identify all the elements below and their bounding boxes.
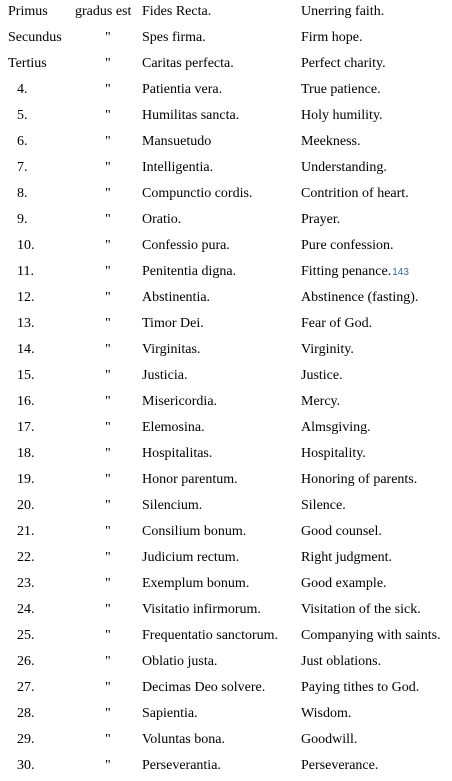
latin-term: Penitentia digna.: [142, 264, 237, 279]
latin-term: Confessio pura.: [142, 238, 230, 253]
latin-term: Timor Dei.: [142, 316, 204, 331]
latin-term: Honor parentum.: [142, 472, 238, 487]
english-translation: [301, 420, 371, 436]
table-row: [0, 286, 452, 312]
table-row: [0, 598, 452, 624]
english-text: Holy humility.: [301, 108, 383, 123]
step-number: 7.: [17, 160, 28, 175]
latin-term: Visitatio infirmorum.: [142, 602, 261, 617]
ditto-mark: ": [105, 498, 111, 513]
english-translation: [301, 212, 340, 228]
step-number: 6.: [17, 134, 28, 149]
latin-term: Hospitalitas.: [142, 446, 213, 461]
latin-term: Decimas Deo solvere.: [142, 680, 266, 695]
ditto-mark: ": [105, 654, 111, 669]
english-translation: [301, 160, 387, 176]
step-number: 4.: [17, 82, 28, 97]
step-number: 25.: [17, 628, 35, 643]
latin-term: Patientia vera.: [142, 82, 223, 97]
table-row: [0, 624, 452, 650]
step-number: 26.: [17, 654, 35, 669]
step-number: 12.: [17, 290, 35, 305]
english-translation: [301, 108, 383, 124]
gradus-est-label: gradus est: [75, 4, 132, 19]
english-text: Virginity.: [301, 342, 354, 357]
step-number: Primus: [8, 4, 48, 19]
english-text: Goodwill.: [301, 732, 358, 747]
table-row: [0, 416, 452, 442]
english-text: Pure confession.: [301, 238, 394, 253]
step-number: 20.: [17, 498, 35, 513]
table-row: [0, 650, 452, 676]
step-number: 8.: [17, 186, 28, 201]
step-number: 18.: [17, 446, 35, 461]
english-translation: [301, 758, 378, 774]
english-translation: [301, 56, 386, 72]
latin-term: Silencium.: [142, 498, 203, 513]
english-translation: [301, 498, 346, 514]
ditto-mark: ": [105, 108, 111, 123]
english-text: Good example.: [301, 576, 387, 591]
step-number: 17.: [17, 420, 35, 435]
table-row: [0, 676, 452, 702]
english-text: Silence.: [301, 498, 346, 513]
english-text: Perfect charity.: [301, 56, 386, 71]
ditto-mark: ": [105, 576, 111, 591]
ditto-mark: ": [105, 134, 111, 149]
table-row: [0, 572, 452, 598]
step-number: 14.: [17, 342, 35, 357]
latin-term: Elemosina.: [142, 420, 205, 435]
ditto-mark: ": [105, 394, 111, 409]
step-number: 16.: [17, 394, 35, 409]
ditto-mark: ": [105, 342, 111, 357]
table-row: [0, 234, 452, 260]
table-row: [0, 0, 452, 26]
step-number: 19.: [17, 472, 35, 487]
latin-term: Misericordia.: [142, 394, 218, 409]
table-row: [0, 442, 452, 468]
table-row: [0, 26, 452, 52]
ditto-mark: ": [105, 56, 111, 71]
english-text: Visitation of the sick.: [301, 602, 421, 617]
english-translation: [301, 394, 340, 410]
step-number: 13.: [17, 316, 35, 331]
english-text: Mercy.: [301, 394, 341, 409]
step-number: Secundus: [8, 30, 62, 45]
english-translation: [301, 706, 351, 722]
english-translation: [301, 368, 343, 384]
table-row: [0, 364, 452, 390]
latin-term: Mansuetudo: [142, 134, 212, 149]
ditto-mark: ": [105, 82, 111, 97]
english-translation: [301, 732, 357, 748]
ditto-mark: ": [105, 680, 111, 695]
english-translation: [301, 264, 409, 281]
english-text: Perseverance.: [301, 758, 379, 773]
latin-term: Spes firma.: [142, 30, 206, 45]
latin-term: Consilium bonum.: [142, 524, 247, 539]
step-number: 30.: [17, 758, 35, 773]
ditto-mark: ": [105, 212, 111, 227]
english-translation: [301, 82, 381, 98]
ditto-mark: ": [105, 186, 111, 201]
english-translation: [301, 550, 392, 566]
english-translation: [301, 4, 384, 20]
english-text: Fear of God.: [301, 316, 373, 331]
english-translation: [301, 472, 417, 488]
english-text: Wisdom.: [301, 706, 352, 721]
english-translation: [301, 342, 354, 358]
ditto-mark: ": [105, 758, 111, 773]
english-translation: [301, 446, 366, 462]
ditto-mark: ": [105, 30, 111, 45]
footnote-link[interactable]: 143: [392, 267, 409, 278]
ditto-mark: ": [105, 732, 111, 747]
table-row: [0, 260, 452, 286]
latin-term: Compunctio cordis.: [142, 186, 253, 201]
latin-term: Abstinentia.: [142, 290, 211, 305]
english-text: Companying with saints.: [301, 628, 441, 643]
english-text: Almsgiving.: [301, 420, 371, 435]
english-translation: [301, 602, 421, 618]
step-number: 5.: [17, 108, 28, 123]
english-text: Abstinence (fasting).: [301, 290, 419, 305]
table-row: [0, 78, 452, 104]
latin-term: Exemplum bonum.: [142, 576, 250, 591]
latin-term: Virginitas.: [142, 342, 201, 357]
latin-term: Intelligentia.: [142, 160, 214, 175]
english-translation: [301, 134, 361, 150]
ditto-mark: ": [105, 602, 111, 617]
english-text: True patience.: [301, 82, 381, 97]
step-number: 24.: [17, 602, 35, 617]
step-number: 9.: [17, 212, 28, 227]
table-row: [0, 468, 452, 494]
english-text: Unerring faith.: [301, 4, 385, 19]
latin-term: Fides Recta.: [142, 4, 212, 19]
latin-term: Caritas perfecta.: [142, 56, 234, 71]
english-translation: [301, 30, 362, 46]
latin-term: Humilitas sancta.: [142, 108, 240, 123]
table-row: [0, 702, 452, 728]
ditto-mark: ": [105, 238, 111, 253]
ditto-mark: ": [105, 472, 111, 487]
step-number: 15.: [17, 368, 35, 383]
english-translation: [301, 290, 418, 306]
english-text: Paying tithes to God.: [301, 680, 420, 695]
table-row: [0, 130, 452, 156]
step-number: 11.: [17, 264, 34, 279]
ditto-mark: ": [105, 368, 111, 383]
english-translation: [301, 628, 441, 644]
english-text: Fitting penance.: [301, 264, 392, 279]
table-row: [0, 156, 452, 182]
table-row: [0, 52, 452, 78]
table-row: [0, 182, 452, 208]
step-number: 27.: [17, 680, 35, 695]
table-row: [0, 104, 452, 130]
ditto-mark: ": [105, 446, 111, 461]
english-translation: [301, 238, 394, 254]
english-text: Hospitality.: [301, 446, 366, 461]
step-number: 23.: [17, 576, 35, 591]
ditto-mark: ": [105, 524, 111, 539]
table-row: [0, 546, 452, 572]
latin-term: Oblatio justa.: [142, 654, 218, 669]
step-number: 28.: [17, 706, 35, 721]
english-translation: [301, 316, 372, 332]
ditto-mark: ": [105, 706, 111, 721]
latin-term: Judicium rectum.: [142, 550, 240, 565]
english-text: Just oblations.: [301, 654, 382, 669]
ditto-mark: ": [105, 628, 111, 643]
latin-term: Voluntas bona.: [142, 732, 225, 747]
table-row: [0, 208, 452, 234]
table-row: [0, 728, 452, 754]
table-row: [0, 338, 452, 364]
step-number: 22.: [17, 550, 35, 565]
english-translation: [301, 186, 409, 202]
ditto-mark: ": [105, 550, 111, 565]
english-text: Meekness.: [301, 134, 361, 149]
english-text: Firm hope.: [301, 30, 363, 45]
english-translation: [301, 524, 382, 540]
ditto-mark: ": [105, 420, 111, 435]
english-text: Honoring of parents.: [301, 472, 418, 487]
step-number: 29.: [17, 732, 35, 747]
table-row: [0, 312, 452, 338]
latin-term: Frequentatio sanctorum.: [142, 628, 279, 643]
table-row: [0, 520, 452, 546]
table-row: [0, 754, 452, 780]
english-text: Justice.: [301, 368, 343, 383]
step-number: Tertius: [8, 56, 47, 71]
step-number: 10.: [17, 238, 35, 253]
english-text: Understanding.: [301, 160, 387, 175]
ditto-mark: ": [105, 290, 111, 305]
ditto-mark: ": [105, 264, 111, 279]
english-text: Good counsel.: [301, 524, 382, 539]
table-row: [0, 494, 452, 520]
ditto-mark: ": [105, 316, 111, 331]
latin-term: Justicia.: [142, 368, 188, 383]
english-text: Prayer.: [301, 212, 341, 227]
ditto-mark: ": [105, 160, 111, 175]
english-translation: [301, 576, 387, 592]
latin-term: Sapientia.: [142, 706, 198, 721]
latin-term: Perseverantia.: [142, 758, 221, 773]
english-text: Contrition of heart.: [301, 186, 409, 201]
english-translation: [301, 680, 419, 696]
english-translation: [301, 654, 381, 670]
latin-term: Oratio.: [142, 212, 182, 227]
table-row: [0, 390, 452, 416]
step-number: 21.: [17, 524, 35, 539]
english-text: Right judgment.: [301, 550, 392, 565]
